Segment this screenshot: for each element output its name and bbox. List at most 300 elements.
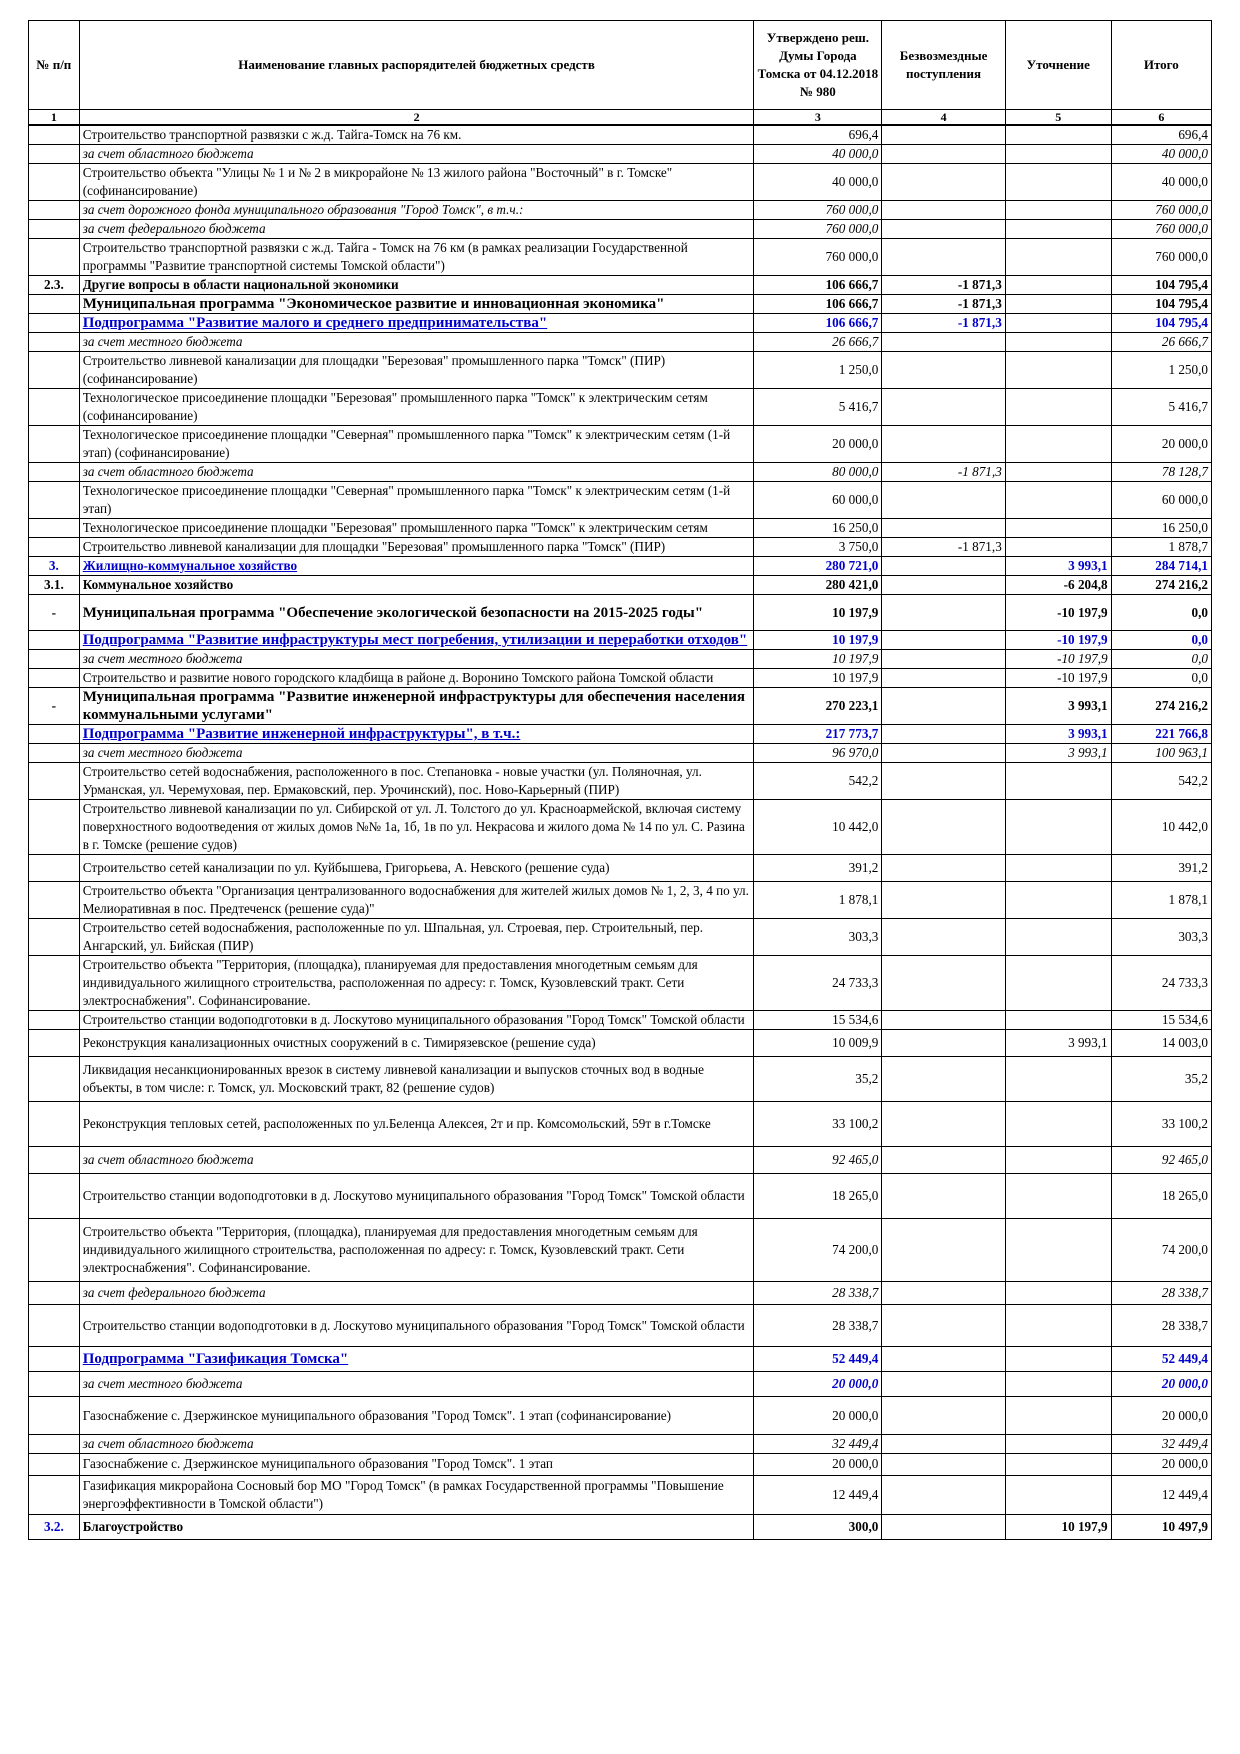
row-clarification	[1005, 1305, 1111, 1346]
row-clarification: 3 993,1	[1005, 688, 1111, 725]
row-total: 35,2	[1111, 1057, 1211, 1102]
row-clarification: 3 993,1	[1005, 1030, 1111, 1057]
table-header	[29, 21, 1212, 126]
row-total: 696,4	[1111, 125, 1211, 145]
row-approved: 12 449,4	[754, 1475, 882, 1515]
row-number	[29, 220, 80, 239]
row-approved: 280 721,0	[754, 557, 882, 576]
row-name: Строительство объекта "Территория, (площадка), планируемая для предоставления многодетным семьям для индивидуального жилищного строительства, расположенная по адресу: г. Томск, Кузовлевский тракт. Сети электроснабжения". Софинансирование.	[79, 1219, 754, 1282]
row-clarification: 3 993,1	[1005, 557, 1111, 576]
row-name: за счет областного бюджета	[79, 1147, 754, 1174]
column-number: 2	[79, 110, 754, 126]
row-total: 78 128,7	[1111, 463, 1211, 482]
row-total: 0,0	[1111, 631, 1211, 650]
row-clarification	[1005, 201, 1111, 220]
table-row	[29, 1475, 1212, 1515]
row-total: 26 666,7	[1111, 333, 1211, 352]
row-approved: 18 265,0	[754, 1174, 882, 1219]
row-clarification: 3 993,1	[1005, 744, 1111, 763]
row-total: 0,0	[1111, 669, 1211, 688]
row-total: 1 878,7	[1111, 538, 1211, 557]
header-clarification: Уточнение	[1005, 21, 1111, 110]
row-grants	[882, 389, 1005, 426]
table-row	[29, 295, 1212, 314]
row-approved: 217 773,7	[754, 725, 882, 744]
row-number	[29, 725, 80, 744]
table-row	[29, 1453, 1212, 1475]
row-total: 5 416,7	[1111, 389, 1211, 426]
row-total: 104 795,4	[1111, 314, 1211, 333]
table-row	[29, 125, 1212, 145]
table-row	[29, 1305, 1212, 1346]
row-number	[29, 239, 80, 276]
table-row	[29, 688, 1212, 725]
row-approved: 391,2	[754, 855, 882, 882]
table-row	[29, 595, 1212, 631]
row-approved: 106 666,7	[754, 276, 882, 295]
row-number	[29, 631, 80, 650]
row-total: 104 795,4	[1111, 276, 1211, 295]
row-total: 0,0	[1111, 595, 1211, 631]
header-total: Итого	[1111, 21, 1211, 110]
row-name: за счет дорожного фонда муниципального образования "Город Томск", в т.ч.:	[79, 201, 754, 220]
table-row	[29, 1397, 1212, 1435]
table-row	[29, 276, 1212, 295]
row-total: 284 714,1	[1111, 557, 1211, 576]
table-row	[29, 650, 1212, 669]
row-total: 20 000,0	[1111, 1397, 1211, 1435]
row-total: 24 733,3	[1111, 956, 1211, 1011]
row-number	[29, 1057, 80, 1102]
row-number	[29, 389, 80, 426]
row-number	[29, 164, 80, 201]
row-number	[29, 1147, 80, 1174]
row-clarification	[1005, 800, 1111, 855]
table-row	[29, 1030, 1212, 1057]
row-grants	[882, 519, 1005, 538]
table-row	[29, 576, 1212, 595]
row-grants	[882, 557, 1005, 576]
row-grants	[882, 763, 1005, 800]
row-grants: -1 871,3	[882, 295, 1005, 314]
row-clarification: -10 197,9	[1005, 650, 1111, 669]
row-grants: -1 871,3	[882, 276, 1005, 295]
row-approved: 15 534,6	[754, 1011, 882, 1030]
row-total: 28 338,7	[1111, 1305, 1211, 1346]
table-row	[29, 882, 1212, 919]
row-grants	[882, 919, 1005, 956]
row-number	[29, 463, 80, 482]
row-clarification	[1005, 164, 1111, 201]
row-name: Технологическое присоединение площадки "Березовая" промышленного парка "Томск" к электрическим сетям	[79, 519, 754, 538]
row-clarification	[1005, 763, 1111, 800]
table-row	[29, 333, 1212, 352]
row-number: 3.1.	[29, 576, 80, 595]
table-body	[29, 125, 1212, 1540]
row-clarification	[1005, 482, 1111, 519]
table-row	[29, 1147, 1212, 1174]
table-row	[29, 1371, 1212, 1396]
row-name: Строительство сетей канализации по ул. Куйбышева, Григорьева, А. Невского (решение суда)	[79, 855, 754, 882]
row-clarification	[1005, 295, 1111, 314]
row-approved: 16 250,0	[754, 519, 882, 538]
row-approved: 10 442,0	[754, 800, 882, 855]
row-name: за счет федерального бюджета	[79, 1282, 754, 1305]
row-approved: 24 733,3	[754, 956, 882, 1011]
row-name: Благоустройство	[79, 1515, 754, 1540]
row-clarification	[1005, 352, 1111, 389]
row-clarification: -10 197,9	[1005, 669, 1111, 688]
row-approved: 10 197,9	[754, 669, 882, 688]
row-clarification	[1005, 1475, 1111, 1515]
row-number	[29, 1282, 80, 1305]
row-number	[29, 1475, 80, 1515]
table-row	[29, 482, 1212, 519]
table-row	[29, 314, 1212, 333]
row-number	[29, 352, 80, 389]
row-number: -	[29, 595, 80, 631]
row-number	[29, 1219, 80, 1282]
row-name: за счет местного бюджета	[79, 1371, 754, 1396]
row-number	[29, 482, 80, 519]
row-total: 33 100,2	[1111, 1102, 1211, 1147]
row-clarification	[1005, 956, 1111, 1011]
row-grants	[882, 333, 1005, 352]
row-approved: 760 000,0	[754, 201, 882, 220]
row-clarification	[1005, 220, 1111, 239]
row-grants	[882, 688, 1005, 725]
row-name: за счет областного бюджета	[79, 145, 754, 164]
table-row	[29, 1102, 1212, 1147]
row-grants	[882, 1434, 1005, 1453]
table-row	[29, 763, 1212, 800]
row-grants	[882, 352, 1005, 389]
row-approved: 10 009,9	[754, 1030, 882, 1057]
row-total: 760 000,0	[1111, 201, 1211, 220]
table-row	[29, 631, 1212, 650]
row-grants	[882, 1397, 1005, 1435]
table-row	[29, 519, 1212, 538]
row-total: 760 000,0	[1111, 239, 1211, 276]
table-row	[29, 855, 1212, 882]
row-total: 221 766,8	[1111, 725, 1211, 744]
row-grants	[882, 725, 1005, 744]
table-row	[29, 919, 1212, 956]
row-number	[29, 744, 80, 763]
row-total: 15 534,6	[1111, 1011, 1211, 1030]
row-number	[29, 669, 80, 688]
row-approved: 1 878,1	[754, 882, 882, 919]
column-number: 3	[754, 110, 882, 126]
row-clarification	[1005, 1057, 1111, 1102]
row-total: 92 465,0	[1111, 1147, 1211, 1174]
row-name: Строительство станции водоподготовки в д. Лоскутово муниципального образования "Город Томск" Томской области	[79, 1305, 754, 1346]
row-clarification	[1005, 314, 1111, 333]
row-grants	[882, 855, 1005, 882]
row-total: 52 449,4	[1111, 1346, 1211, 1371]
column-number: 5	[1005, 110, 1111, 126]
row-approved: 542,2	[754, 763, 882, 800]
row-number	[29, 763, 80, 800]
row-clarification	[1005, 426, 1111, 463]
row-number	[29, 1011, 80, 1030]
row-grants	[882, 650, 1005, 669]
row-clarification	[1005, 1219, 1111, 1282]
row-name: Коммунальное хозяйство	[79, 576, 754, 595]
row-approved: 40 000,0	[754, 164, 882, 201]
row-total: 274 216,2	[1111, 576, 1211, 595]
row-name: за счет федерального бюджета	[79, 220, 754, 239]
row-name: Строительство транспортной развязки с ж.д. Тайга - Томск на 76 км (в рамках реализации Государственной программы "Развитие транспортной системы Томской области")	[79, 239, 754, 276]
row-total: 12 449,4	[1111, 1475, 1211, 1515]
row-name: Строительство транспортной развязки с ж.д. Тайга-Томск на 76 км.	[79, 125, 754, 145]
row-number	[29, 1397, 80, 1435]
table-row	[29, 557, 1212, 576]
row-total: 20 000,0	[1111, 1371, 1211, 1396]
table-row	[29, 145, 1212, 164]
table-row	[29, 1011, 1212, 1030]
row-grants	[882, 1057, 1005, 1102]
row-grants	[882, 164, 1005, 201]
row-grants	[882, 1174, 1005, 1219]
row-clarification: -10 197,9	[1005, 595, 1111, 631]
row-grants	[882, 125, 1005, 145]
row-grants	[882, 1453, 1005, 1475]
row-grants	[882, 1102, 1005, 1147]
row-approved: 28 338,7	[754, 1305, 882, 1346]
row-name: Строительство станции водоподготовки в д. Лоскутово муниципального образования "Город Томск" Томской области	[79, 1011, 754, 1030]
row-approved: 1 250,0	[754, 352, 882, 389]
table-row	[29, 1346, 1212, 1371]
table-row	[29, 669, 1212, 688]
row-name: Подпрограмма "Развитие инфраструктуры мест погребения, утилизации и переработки отходов"	[79, 631, 754, 650]
row-total: 18 265,0	[1111, 1174, 1211, 1219]
row-grants: -1 871,3	[882, 538, 1005, 557]
row-approved: 696,4	[754, 125, 882, 145]
row-name: Газоснабжение с. Дзержинское муниципального образования "Город Томск". 1 этап	[79, 1453, 754, 1475]
table-row	[29, 1434, 1212, 1453]
row-total: 40 000,0	[1111, 164, 1211, 201]
row-name: Строительство объекта "Улицы № 1 и № 2 в микрорайоне № 13 жилого района "Восточный" в г. Томске" (софинансирование)	[79, 164, 754, 201]
row-name: Реконструкция канализационных очистных сооружений в с. Тимирязевское (решение суда)	[79, 1030, 754, 1057]
row-name: Реконструкция тепловых сетей, расположенных по ул.Беленца Алексея, 2т и пр. Комсомольский, 59т в г.Томске	[79, 1102, 754, 1147]
row-clarification	[1005, 276, 1111, 295]
row-name: за счет областного бюджета	[79, 1434, 754, 1453]
row-total: 20 000,0	[1111, 426, 1211, 463]
row-clarification	[1005, 1282, 1111, 1305]
row-name: за счет областного бюджета	[79, 463, 754, 482]
row-number	[29, 125, 80, 145]
row-grants	[882, 239, 1005, 276]
row-approved: 760 000,0	[754, 239, 882, 276]
row-approved: 270 223,1	[754, 688, 882, 725]
row-number: 3.	[29, 557, 80, 576]
row-approved: 20 000,0	[754, 1453, 882, 1475]
header-num: № п/п	[29, 21, 80, 110]
column-number: 4	[882, 110, 1005, 126]
row-clarification	[1005, 1011, 1111, 1030]
row-clarification: -6 204,8	[1005, 576, 1111, 595]
row-clarification: 10 197,9	[1005, 1515, 1111, 1540]
row-total: 16 250,0	[1111, 519, 1211, 538]
table-row	[29, 1057, 1212, 1102]
row-number	[29, 1174, 80, 1219]
row-approved: 300,0	[754, 1515, 882, 1540]
row-clarification	[1005, 1371, 1111, 1396]
row-grants	[882, 145, 1005, 164]
row-total: 100 963,1	[1111, 744, 1211, 763]
row-name: Подпрограмма "Развитие инженерной инфраструктуры", в т.ч.:	[79, 725, 754, 744]
row-grants	[882, 744, 1005, 763]
row-number	[29, 882, 80, 919]
row-clarification	[1005, 1434, 1111, 1453]
row-total: 20 000,0	[1111, 1453, 1211, 1475]
row-total: 14 003,0	[1111, 1030, 1211, 1057]
row-name: Строительство объекта "Территория, (площадка), планируемая для предоставления многодетным семьям для индивидуального жилищного строительства, расположенная по адресу: г. Томск, Кузовлевский тракт. Сети электроснабжения". Софинансирование.	[79, 956, 754, 1011]
row-number	[29, 1453, 80, 1475]
row-clarification	[1005, 1453, 1111, 1475]
row-name: Муниципальная программа "Обеспечение экологической безопасности на 2015-2025 годы"	[79, 595, 754, 631]
row-grants	[882, 201, 1005, 220]
table-row	[29, 538, 1212, 557]
row-grants	[882, 426, 1005, 463]
row-name: Строительство и развитие нового городского кладбища в районе д. Воронино Томского района Томской области	[79, 669, 754, 688]
row-number: 3.2.	[29, 1515, 80, 1540]
row-grants	[882, 1371, 1005, 1396]
row-approved: 5 416,7	[754, 389, 882, 426]
row-number	[29, 333, 80, 352]
header-name: Наименование главных распорядителей бюджетных средств	[79, 21, 754, 110]
row-total: 760 000,0	[1111, 220, 1211, 239]
row-number	[29, 1102, 80, 1147]
row-approved: 35,2	[754, 1057, 882, 1102]
row-approved: 80 000,0	[754, 463, 882, 482]
row-approved: 10 197,9	[754, 595, 882, 631]
row-grants	[882, 576, 1005, 595]
row-clarification: 3 993,1	[1005, 725, 1111, 744]
table-row	[29, 239, 1212, 276]
row-number: 2.3.	[29, 276, 80, 295]
row-clarification	[1005, 333, 1111, 352]
row-number	[29, 1346, 80, 1371]
row-name: за счет местного бюджета	[79, 333, 754, 352]
row-name: Строительство станции водоподготовки в д. Лоскутово муниципального образования "Город Томск" Томской области	[79, 1174, 754, 1219]
row-clarification	[1005, 855, 1111, 882]
row-grants	[882, 1030, 1005, 1057]
row-approved: 20 000,0	[754, 426, 882, 463]
row-name: Жилищно-коммунальное хозяйство	[79, 557, 754, 576]
table-row	[29, 164, 1212, 201]
table-row	[29, 744, 1212, 763]
row-total: 0,0	[1111, 650, 1211, 669]
row-number	[29, 1434, 80, 1453]
table-row	[29, 1219, 1212, 1282]
table-row	[29, 1174, 1212, 1219]
row-clarification	[1005, 463, 1111, 482]
row-clarification	[1005, 519, 1111, 538]
row-grants	[882, 669, 1005, 688]
row-name: за счет местного бюджета	[79, 650, 754, 669]
row-approved: 106 666,7	[754, 295, 882, 314]
row-grants	[882, 1282, 1005, 1305]
budget-table	[28, 20, 1212, 1540]
row-number	[29, 650, 80, 669]
row-grants	[882, 1475, 1005, 1515]
row-total: 1 250,0	[1111, 352, 1211, 389]
table-row	[29, 463, 1212, 482]
row-number	[29, 314, 80, 333]
row-number	[29, 538, 80, 557]
table-row	[29, 1282, 1212, 1305]
row-approved: 26 666,7	[754, 333, 882, 352]
row-name: Строительство сетей водоснабжения, расположенные по ул. Шпальная, ул. Строевая, пер. Строительный, пер. Ангарский, ул. Бийская (ПИР)	[79, 919, 754, 956]
row-name: Строительство сетей водоснабжения, расположенного в пос. Степановка - новые участки (ул. Поляночная, ул. Урманская, ул. Черемуховая, пер. Ермаковский, пер. Урочинский), пос. Ново-Карьерный (ПИР)	[79, 763, 754, 800]
row-grants	[882, 1219, 1005, 1282]
row-clarification	[1005, 1102, 1111, 1147]
row-clarification	[1005, 1397, 1111, 1435]
row-clarification	[1005, 882, 1111, 919]
row-name: Другие вопросы в области национальной экономики	[79, 276, 754, 295]
row-name: Технологическое присоединение площадки "Северная" промышленного парка "Томск" к электрическим сетям (1-й этап)	[79, 482, 754, 519]
table-row	[29, 389, 1212, 426]
row-grants	[882, 1515, 1005, 1540]
row-name: Муниципальная программа "Экономическое развитие и инновационная экономика"	[79, 295, 754, 314]
row-clarification: -10 197,9	[1005, 631, 1111, 650]
row-grants	[882, 631, 1005, 650]
row-grants	[882, 1011, 1005, 1030]
row-name: Строительство ливневой канализации для площадки "Березовая" промышленного парка "Томск" (ПИР) (софинансирование)	[79, 352, 754, 389]
row-number	[29, 1371, 80, 1396]
row-approved: 60 000,0	[754, 482, 882, 519]
row-grants	[882, 482, 1005, 519]
row-grants	[882, 882, 1005, 919]
table-row	[29, 352, 1212, 389]
row-total: 542,2	[1111, 763, 1211, 800]
header-approved: Утверждено реш. Думы Города Томска от 04.12.2018 № 980	[754, 21, 882, 110]
row-clarification	[1005, 919, 1111, 956]
row-name: Подпрограмма "Развитие малого и среднего предпринимательства"	[79, 314, 754, 333]
row-name: Строительство объекта "Организация централизованного водоснабжения для жителей жилых домов № 1, 2, 3, 4 по ул. Мелиоративная в пос. Предтеченск (решение суда)"	[79, 882, 754, 919]
row-clarification	[1005, 1147, 1111, 1174]
row-clarification	[1005, 389, 1111, 426]
row-name: Строительство ливневой канализации по ул. Сибирской от ул. Л. Толстого до ул. Красноармейской, включая систему поверхностного водоотведения от жилых домов №№ 1а, 1б, 1в по ул. Некрасова и жилого дома № 14 по ул. С. Разина в г. Томске (решение судов)	[79, 800, 754, 855]
table-row	[29, 426, 1212, 463]
table-row	[29, 201, 1212, 220]
row-clarification	[1005, 538, 1111, 557]
row-grants	[882, 1346, 1005, 1371]
row-number	[29, 855, 80, 882]
row-number	[29, 145, 80, 164]
row-name: Ликвидация несанкционированных врезок в систему ливневой канализации и выпусков сточных вод в водные объекты, в том числе: г. Томск, ул. Московский тракт, 82 (решение судов)	[79, 1057, 754, 1102]
row-number	[29, 201, 80, 220]
row-approved: 33 100,2	[754, 1102, 882, 1147]
row-approved: 280 421,0	[754, 576, 882, 595]
row-number	[29, 956, 80, 1011]
row-number	[29, 519, 80, 538]
row-approved: 3 750,0	[754, 538, 882, 557]
row-grants	[882, 220, 1005, 239]
table-row	[29, 956, 1212, 1011]
row-name: Подпрограмма "Газификация Томска"	[79, 1346, 754, 1371]
row-number	[29, 1305, 80, 1346]
row-approved: 96 970,0	[754, 744, 882, 763]
row-approved: 760 000,0	[754, 220, 882, 239]
header-grants: Безвозмездные поступления	[882, 21, 1005, 110]
table-row	[29, 1515, 1212, 1540]
row-total: 104 795,4	[1111, 295, 1211, 314]
table-row	[29, 220, 1212, 239]
row-number	[29, 295, 80, 314]
